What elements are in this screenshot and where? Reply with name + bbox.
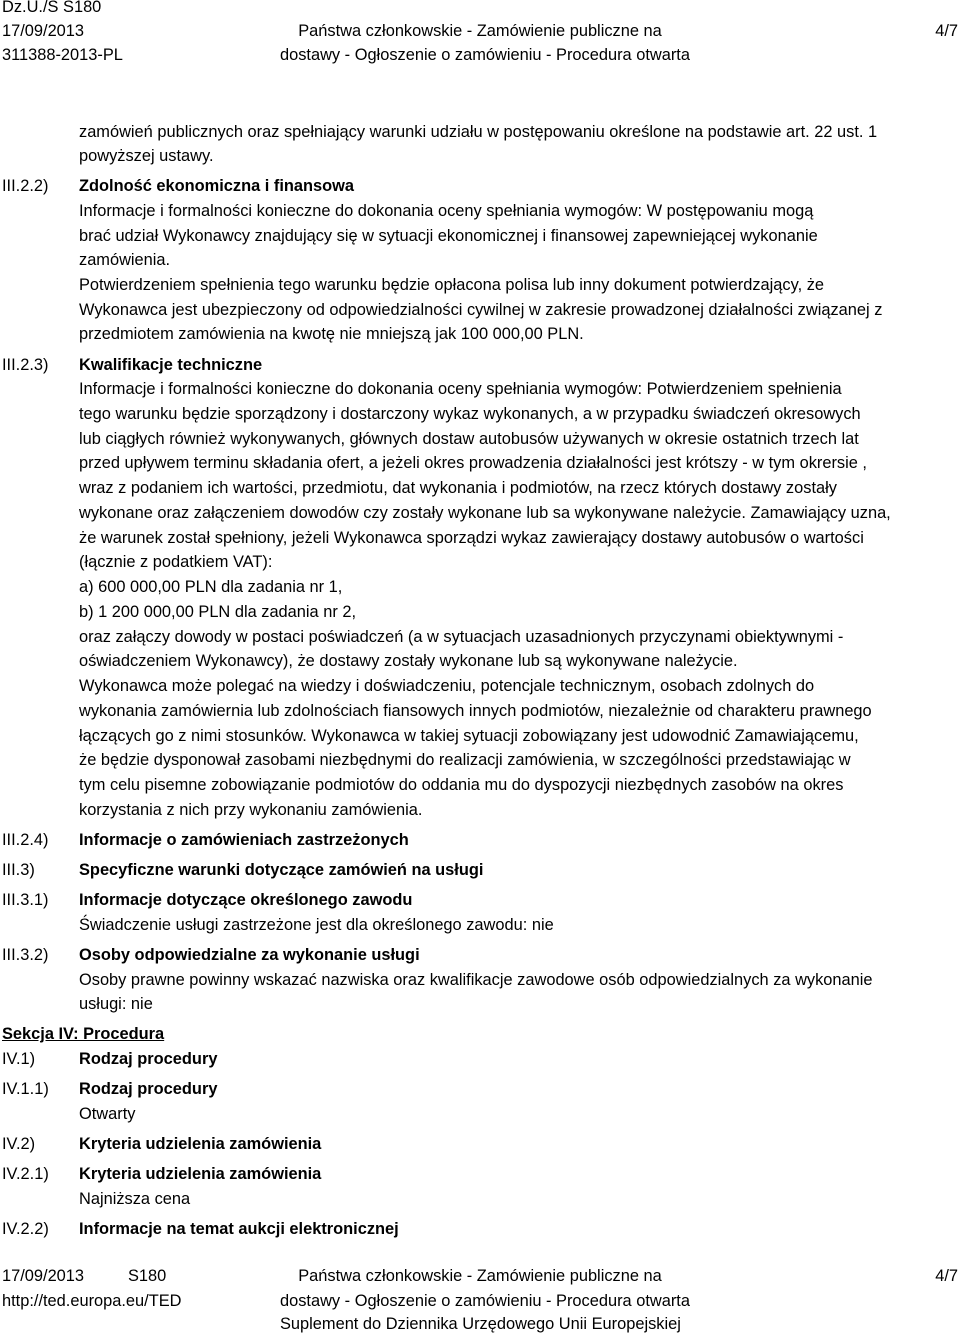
section-title: Rodzaj procedury — [79, 1050, 218, 1068]
paragraph-line: wykonania zamówiernia lub zdolnościach fiansowych innych podmiotów, niezależnie od charakteru prawnego — [79, 702, 872, 720]
section-title: Informacje dotyczące określonego zawodu — [79, 891, 413, 909]
section-number: IV.2.1) — [2, 1165, 49, 1183]
footer-title-line3: Suplement do Dziennika Urzędowego Unii Europejskiej — [280, 1315, 681, 1333]
paragraph-line: że warunek został spełniony, jeżeli Wykonawca sporządzi wykaz zawierający dostawy autobusów o wartości — [79, 529, 864, 547]
section-title: Specyficzne warunki dotyczące zamówień na usługi — [79, 861, 484, 879]
section-title: Zdolność ekonomiczna i finansowa — [79, 177, 355, 195]
paragraph-line: Potwierdzeniem spełnienia tego warunku będzie opłacona polisa lub inny dokument potwierdzający, że — [79, 276, 825, 294]
paragraph-line: korzystania z nich przy wykonaniu zamówienia. — [79, 801, 423, 819]
section-number: III.3.2) — [2, 946, 49, 964]
header-date: 17/09/2013 — [2, 22, 85, 40]
paragraph-line: brać udział Wykonawcy znajdujący się w sytuacji ekonomicznej i finansowej zapewniejącej wykonanie — [79, 227, 818, 245]
footer-date: 17/09/2013 — [2, 1267, 85, 1285]
section-title: Kryteria udzielenia zamówienia — [79, 1165, 322, 1183]
paragraph-line: wraz z podaniem ich wartości, przedmiotu, dat wykonania i podmiotów, na rzecz których dostawy zostały — [79, 479, 837, 497]
footer-title-line1: Państwa członkowskie - Zamówienie publiczne na — [298, 1267, 662, 1285]
paragraph-line: łączących go z nimi stosunków. Wykonawca w takiej sytuacji zobowiązany jest udowodnić Zamawiającemu, — [79, 727, 859, 745]
header-page-number: 4/7 — [935, 22, 958, 40]
section-number: III.3.1) — [2, 891, 49, 909]
section-number: IV.1.1) — [2, 1080, 49, 1098]
header-title-line2: dostawy - Ogłoszenie o zamówieniu - Procedura otwarta — [280, 46, 690, 64]
section-title: Kryteria udzielenia zamówienia — [79, 1135, 322, 1153]
paragraph-line: Osoby prawne powinny wskazać nazwiska oraz kwalifikacje zawodowe osób odpowiedzialnych za wykonanie — [79, 971, 873, 989]
footer-url[interactable]: http://ted.europa.eu/TED — [2, 1292, 182, 1310]
section-number: III.3) — [2, 861, 35, 879]
paragraph-line: że będzie dysponował zasobami niezbędnymi do realizacji zamówienia, w szczególności przedstawiając w — [79, 751, 851, 769]
section-iv-heading: Sekcja IV: Procedura — [2, 1025, 165, 1043]
paragraph-line: przed upływem terminu składania ofert, a jeżeli okres prowadzenia działalności jest krótszy - w tym okrersie , — [79, 454, 867, 472]
section-number: III.2.2) — [2, 177, 49, 195]
paragraph-line: a) 600 000,00 PLN dla zadania nr 1, — [79, 578, 343, 596]
paragraph-line: Wykonawca może polegać na wiedzy i doświadczeniu, potencjale technicznym, osobach zdolnych do — [79, 677, 815, 695]
paragraph-line: Świadczenie usługi zastrzeżone jest dla określonego zawodu: nie — [79, 916, 554, 934]
section-number: IV.1) — [2, 1050, 36, 1068]
section-title: Informacje o zamówieniach zastrzeżonych — [79, 831, 409, 849]
paragraph-line: usługi: nie — [79, 995, 153, 1013]
paragraph-line: tym celu pisemne zobowiązanie podmiotów do oddania mu do dyspozycji niezbędnych zasobów na okres — [79, 776, 844, 794]
paragraph-line: Informacje i formalności konieczne do dokonania oceny spełniania wymogów: W postępowaniu mogą — [79, 202, 814, 220]
paragraph-line: przedmiotem zamówienia na kwotę nie mniejszą jak 100 000,00 PLN. — [79, 325, 584, 343]
footer-page-number: 4/7 — [935, 1267, 958, 1285]
section-number: III.2.4) — [2, 831, 49, 849]
section-number: IV.2) — [2, 1135, 36, 1153]
section-number: IV.2.2) — [2, 1220, 49, 1238]
paragraph-line: Informacje i formalności konieczne do dokonania oceny spełniania wymogów: Potwierdzeniem spełnienia — [79, 380, 842, 398]
paragraph-line: tego warunku będzie sporządzony i dostarczony wykaz wykonanych, a w przypadku świadczeń okresowych — [79, 405, 861, 423]
continuation-line: powyższej ustawy. — [79, 147, 214, 165]
section-title: Rodzaj procedury — [79, 1080, 218, 1098]
paragraph-line: oraz załączy dowody w postaci poświadczeń (a w sytuacjach uzasadnionych przyczynami obiektywnymi - — [79, 628, 844, 646]
journal-ref: Dz.U./S S180 — [2, 0, 102, 16]
section-title: Informacje na temat aukcji elektronicznej — [79, 1220, 399, 1238]
footer-series: S180 — [128, 1267, 167, 1285]
section-title: Osoby odpowiedzialne za wykonanie usługi — [79, 946, 420, 964]
paragraph-line: b) 1 200 000,00 PLN dla zadania nr 2, — [79, 603, 357, 621]
header-title-line1: Państwa członkowskie - Zamówienie publiczne na — [298, 22, 662, 40]
paragraph-line: zamówienia. — [79, 251, 171, 269]
paragraph-line: wykonane oraz załączeniem dowodów czy zostały wykonane lub sa wykonywane należycie. Zamawiający uzna, — [79, 504, 891, 522]
paragraph-line: lub ciągłych również wykonywanych, głównych dostaw autobusów używanych w okresie ostatnich trzech lat — [79, 430, 859, 448]
footer-title-line2: dostawy - Ogłoszenie o zamówieniu - Procedura otwarta — [280, 1292, 690, 1310]
paragraph-line: Wykonawca jest ubezpieczony od odpowiedzialności cywilnej w zakresie prowadzonej działalności związanej z — [79, 301, 883, 319]
header-notice-id: 311388-2013-PL — [2, 46, 123, 64]
section-value: Otwarty — [79, 1105, 136, 1123]
continuation-line: zamówień publicznych oraz spełniający warunki udziału w postępowaniu określone na podstawie art. 22 ust. 1 — [79, 123, 878, 141]
section-number: III.2.3) — [2, 356, 49, 374]
section-title: Kwalifikacje techniczne — [79, 356, 263, 374]
paragraph-line: (łącznie z podatkiem VAT): — [79, 553, 273, 571]
section-value: Najniższa cena — [79, 1190, 191, 1208]
paragraph-line: oświadczeniem Wykonawcy), że dostawy zostały wykonane lub są wykonywane należycie. — [79, 652, 738, 670]
